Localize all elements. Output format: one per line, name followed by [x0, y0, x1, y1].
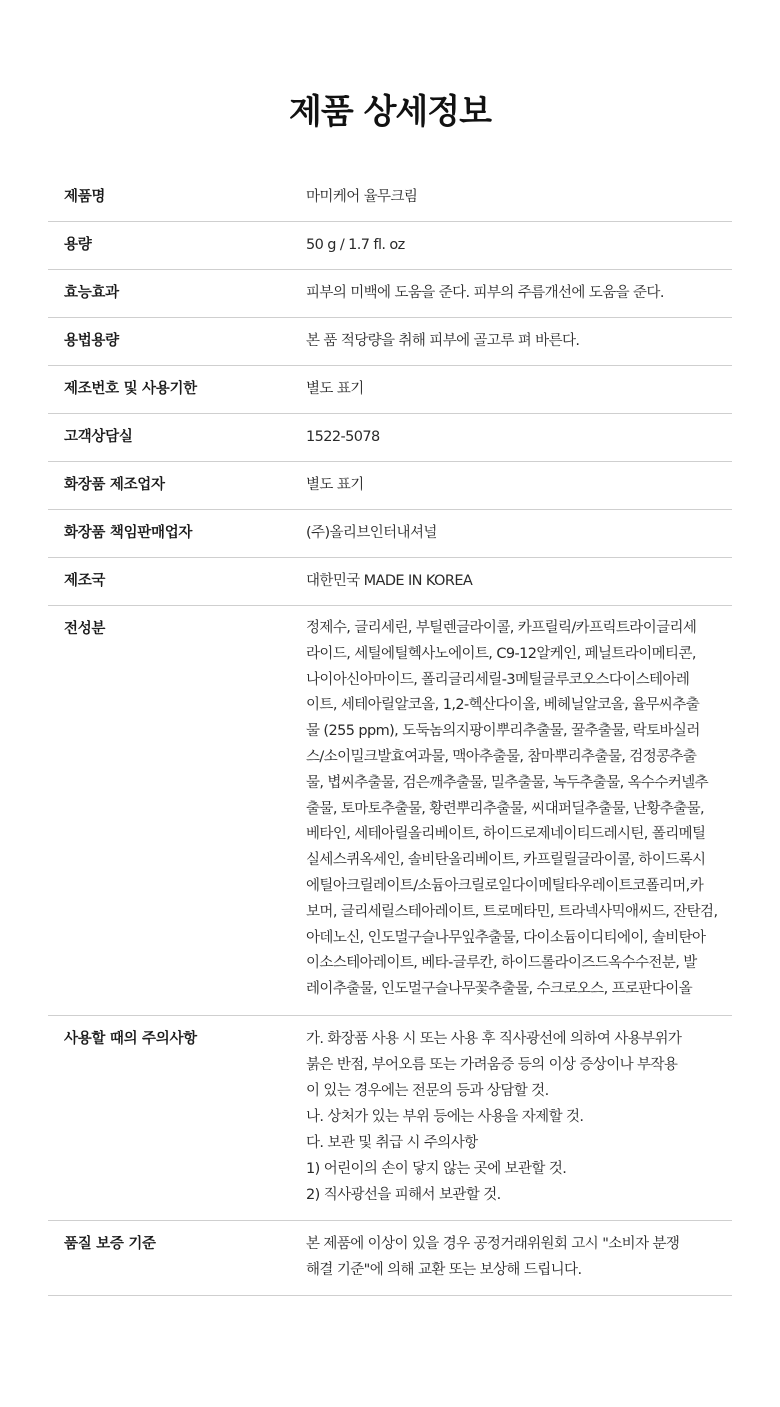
row-label: 효능효과	[64, 285, 119, 301]
row-label: 화장품 책임판매업자	[64, 525, 193, 541]
row-value: 정제수, 글리세린, 부틸렌글라이콜, 카프릴릭/카프릭트라이글리세 라이드, 세틸에틸헥사노에이트, C9-12알케인, 페닐트라이메티콘, 나이아신아마이드, 폴리글리세릴-3메틸글루코오스다이스테아레 이트, 세테아릴알코올, 1,2-헥산다이올, 베헤닐알코올, 율무씨추출 물 (255 ppm), 도둑놈의지팡이뿌리추출물, 꿀추출물, 락토바실러 스/소이밀크발효여과물, 맥아추출물, 참마뿌리추출물, 검정콩추출 물, 볍씨추출물, 검은깨추출물, 밀추출물, 녹두추출물, 옥수수커넬추 출물, 토마토추출물, 황련뿌리추출물, 씨대퍼딜추출물, 난황추출물, 베타인, 세테아릴올리베이트, 하이드로제네이티드레시틴, 폴리메틸 실세스퀴옥세인, 솔비탄올리베이트, 카프릴릴글라이콜, 하이드록시 에틸아크릴레이트/소듐아크릴로일다이메틸타우레이트코폴리머,카 보머, 글리세릴스테아레이트, 트로메타민, 트라넥사믹애씨드, 잔탄검, 아데노신, 인도멀구슬나무잎추출물, 다이소듐이디티에이, 솔비탄아 이소스테아레이트, 베타-글루칸, 하이드롤라이즈드옥수수전분, 발 레이추출물, 인도멀구슬나무꽃추출물, 수크로오스, 프로판다이올	[306, 620, 718, 998]
table-row-customer-service	[48, 414, 732, 462]
table-row-manufacturer	[48, 462, 732, 510]
row-label: 사용할 때의 주의사항	[64, 1030, 197, 1047]
row-value: 별도 표기	[306, 477, 364, 493]
table-row-lot-expiry	[48, 366, 732, 414]
row-label: 제조번호 및 사용기한	[64, 381, 197, 397]
table-row-distributor	[48, 510, 732, 558]
row-label: 품질 보증 기준	[64, 1235, 156, 1252]
row-value: 본 제품에 이상이 있을 경우 공정거래위원회 고시 "소비자 분쟁 해결 기준"에 의해 교환 또는 보상해 드립니다.	[306, 1235, 680, 1278]
row-label: 제품명	[64, 189, 106, 205]
row-label: 고객상담실	[64, 429, 133, 445]
table-row-usage	[48, 318, 732, 366]
table-row-country	[48, 558, 732, 606]
table-row-cautions	[48, 1016, 732, 1221]
row-value: 별도 표기	[306, 381, 364, 397]
row-value: 피부의 미백에 도움을 준다. 피부의 주름개선에 도움을 준다.	[306, 285, 664, 301]
table-row-efficacy	[48, 270, 732, 318]
table-row-product-name	[48, 174, 732, 222]
table-row-quality-guarantee	[48, 1221, 732, 1296]
row-value: 50 g / 1.7 fl. oz	[306, 237, 405, 253]
page-title: 제품 상세정보	[289, 92, 491, 132]
row-label: 제조국	[64, 573, 106, 589]
row-value: 마미케어 율무크림	[306, 189, 418, 205]
row-label: 전성분	[64, 621, 106, 637]
table-row-ingredients	[48, 606, 732, 1016]
product-info-table	[48, 174, 732, 1296]
row-label: 화장품 제조업자	[64, 477, 165, 493]
row-label: 용법용량	[64, 333, 119, 349]
row-value: 1522-5078	[306, 429, 380, 445]
row-value: 가. 화장품 사용 시 또는 사용 후 직사광선에 의하여 사용부위가 붉은 반점, 부어오름 또는 가려움증 등의 이상 증상이나 부작용 이 있는 경우에는 전문의 등과 상담할 것. 나. 상처가 있는 부위 등에는 사용을 자제할 것. 다. 보관 및 취급 시 주의사항 1) 어린이의 손이 닿지 않는 곳에 보관할 것. 2) 직사광선을 피해서 보관할 것.	[306, 1030, 682, 1203]
row-value: 대한민국 MADE IN KOREA	[306, 573, 473, 589]
row-value: 본 품 적당량을 취해 피부에 골고루 펴 바른다.	[306, 333, 580, 349]
row-value: (주)올리브인터내셔널	[306, 525, 437, 541]
row-label: 용량	[64, 237, 92, 253]
table-row-capacity	[48, 222, 732, 270]
